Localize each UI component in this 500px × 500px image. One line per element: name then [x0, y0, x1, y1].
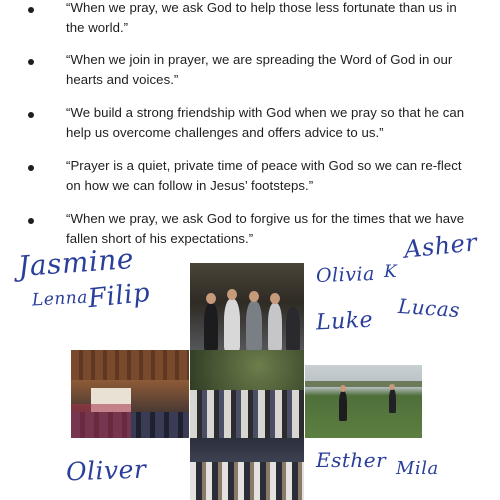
- quote-text: “When we pray, we ask God to help those less fortunate than us in the world.”: [66, 0, 457, 35]
- signature-lenna: Lenna: [31, 287, 89, 311]
- quote-text: “When we join in prayer, we are spreading the Word of God in our hearts and voices.”: [66, 52, 453, 87]
- photo-classroom: [190, 438, 304, 500]
- bullet-icon: [28, 59, 34, 65]
- signature-esther: Esther: [316, 448, 387, 472]
- quote-text: “We build a strong friendship with God when we pray so that he can help us overcome challenges and offers advice to us.”: [66, 105, 465, 140]
- bullet-icon: [28, 7, 34, 13]
- photo-field: [305, 365, 422, 438]
- bullet-icon: [28, 218, 34, 224]
- bullet-icon: [28, 165, 34, 171]
- quote-text: “When we pray, we ask God to forgive us for the times that we have fallen short of his expectations.”: [66, 211, 465, 246]
- photo-procession: [190, 263, 304, 351]
- signature-olivia: Olivia: [315, 262, 376, 288]
- signature-luke: Luke: [315, 307, 374, 336]
- signature-filip: Filip: [86, 277, 152, 315]
- photo-church-interior: [71, 350, 189, 438]
- signature-asher: Asher: [402, 228, 479, 264]
- bullet-icon: [28, 112, 34, 118]
- signature-jasmine: Jasmine: [16, 241, 135, 284]
- quote-text: “Prayer is a quiet, private time of peace with God so we can re-flect on how we can follow in Jesus’ footsteps.”: [66, 158, 462, 193]
- signature-k: K: [384, 262, 398, 282]
- photo-outdoor-group: [190, 350, 304, 438]
- signature-oliver: Oliver: [65, 454, 147, 487]
- signature-lucas: Lucas: [397, 293, 461, 323]
- signature-mila: Mila: [396, 458, 439, 479]
